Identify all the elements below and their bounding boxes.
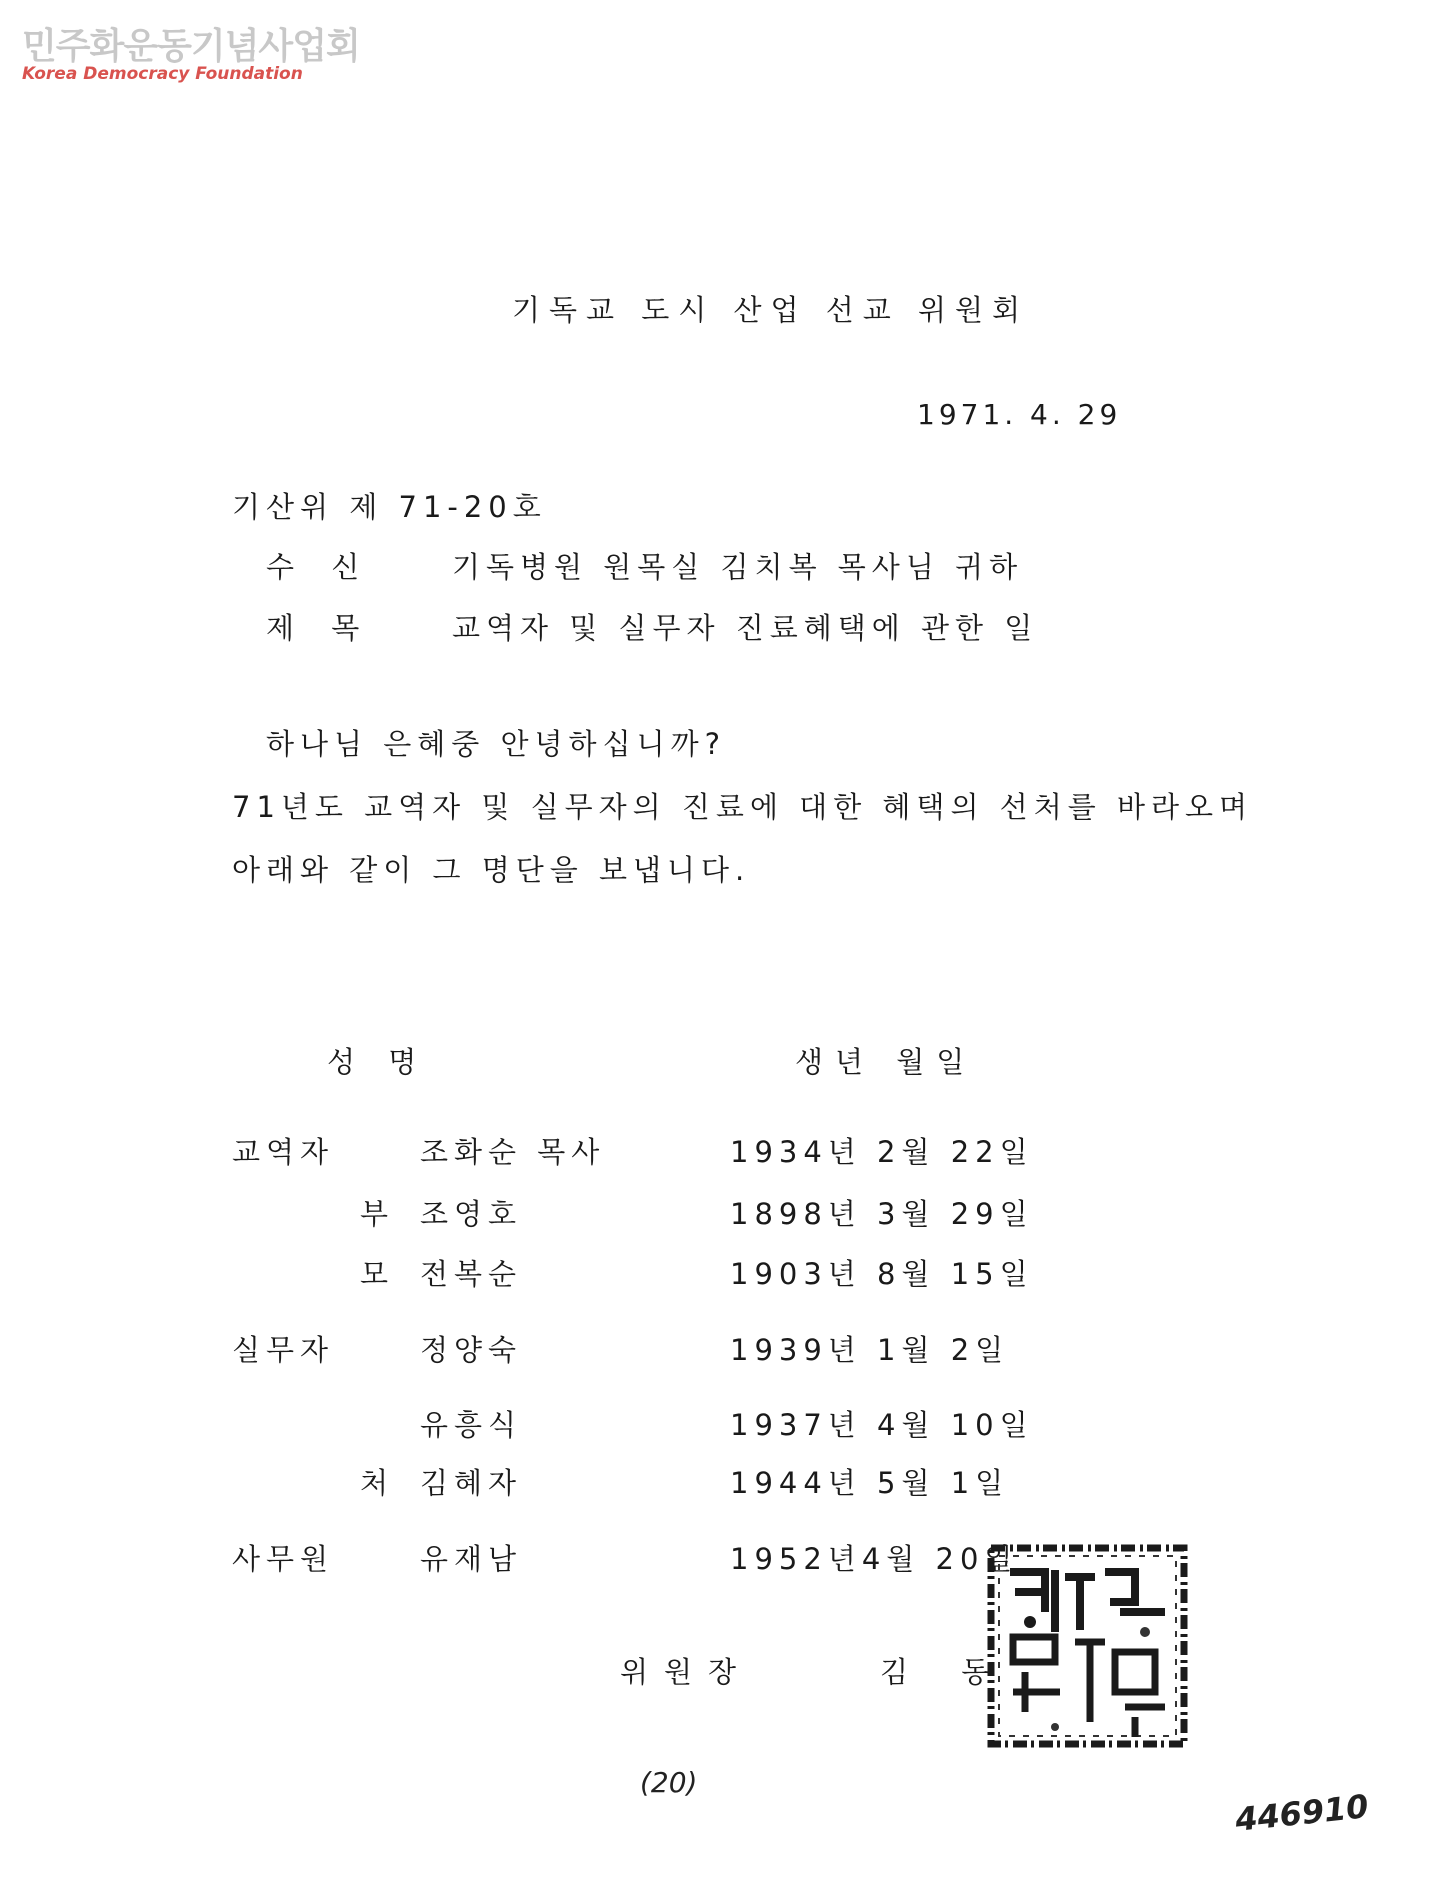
organization-title: 기독교 도시 산업 선교 위원회 <box>512 293 1030 327</box>
page-number-mark: (20) <box>640 1766 698 1799</box>
watermark-korean: 민주화운동기념사업회 <box>22 26 360 67</box>
row-birth: 1939년 1월 2일 <box>730 1333 1010 1367</box>
signature-title: 위원장 <box>620 1655 753 1689</box>
document-number: 기산위 제 71-20호 <box>232 490 547 524</box>
row-name: 조화순 목사 <box>420 1135 606 1169</box>
row-relation: 부 <box>360 1197 395 1231</box>
watermark-english: Korea Democracy Foundation <box>22 64 303 84</box>
row-birth: 1952년4월 20일 <box>730 1542 1019 1576</box>
row-birth: 1937년 4월 10일 <box>730 1408 1034 1442</box>
row-relation: 모 <box>360 1257 395 1291</box>
row-birth: 1898년 3월 29일 <box>730 1197 1034 1231</box>
row-category: 교역자 <box>232 1135 335 1169</box>
row-relation: 처 <box>360 1466 395 1500</box>
row-name: 조영호 <box>420 1197 523 1231</box>
row-birth: 1944년 5월 1일 <box>730 1466 1010 1500</box>
signature-name: 김 동 <box>880 1655 1012 1689</box>
row-name: 유재남 <box>420 1542 523 1576</box>
official-seal-stamp <box>985 1542 1190 1750</box>
subject: 교역자 및 실무자 진료혜택에 관한 일 <box>452 611 1039 645</box>
greeting-line: 하나님 은혜중 안녕하십니까? <box>266 727 726 761</box>
body-line: 71년도 교역자 및 실무자의 진료에 대한 혜택의 선처를 바라오며 <box>232 790 1253 824</box>
row-category: 실무자 <box>232 1333 335 1367</box>
letter-date: 1971. 4. 29 <box>917 398 1122 431</box>
archive-number: 446910 <box>1233 1787 1371 1839</box>
row-category: 사무원 <box>232 1542 335 1576</box>
row-name: 유흥식 <box>420 1408 523 1442</box>
recipient-label: 수 신 <box>266 550 374 584</box>
subject-label: 제 목 <box>266 611 374 645</box>
body-line: 아래와 같이 그 명단을 보냅니다. <box>232 853 751 887</box>
row-birth: 1934년 2월 22일 <box>730 1135 1034 1169</box>
column-header-birth: 생년 월일 <box>795 1045 977 1079</box>
row-birth: 1903년 8월 15일 <box>730 1257 1034 1291</box>
recipient: 기독병원 원목실 김치복 목사님 귀하 <box>452 550 1024 584</box>
row-name: 전복순 <box>420 1257 523 1291</box>
row-name: 정양숙 <box>420 1333 523 1367</box>
column-header-name: 성 명 <box>327 1045 429 1079</box>
row-name: 김혜자 <box>420 1466 523 1500</box>
